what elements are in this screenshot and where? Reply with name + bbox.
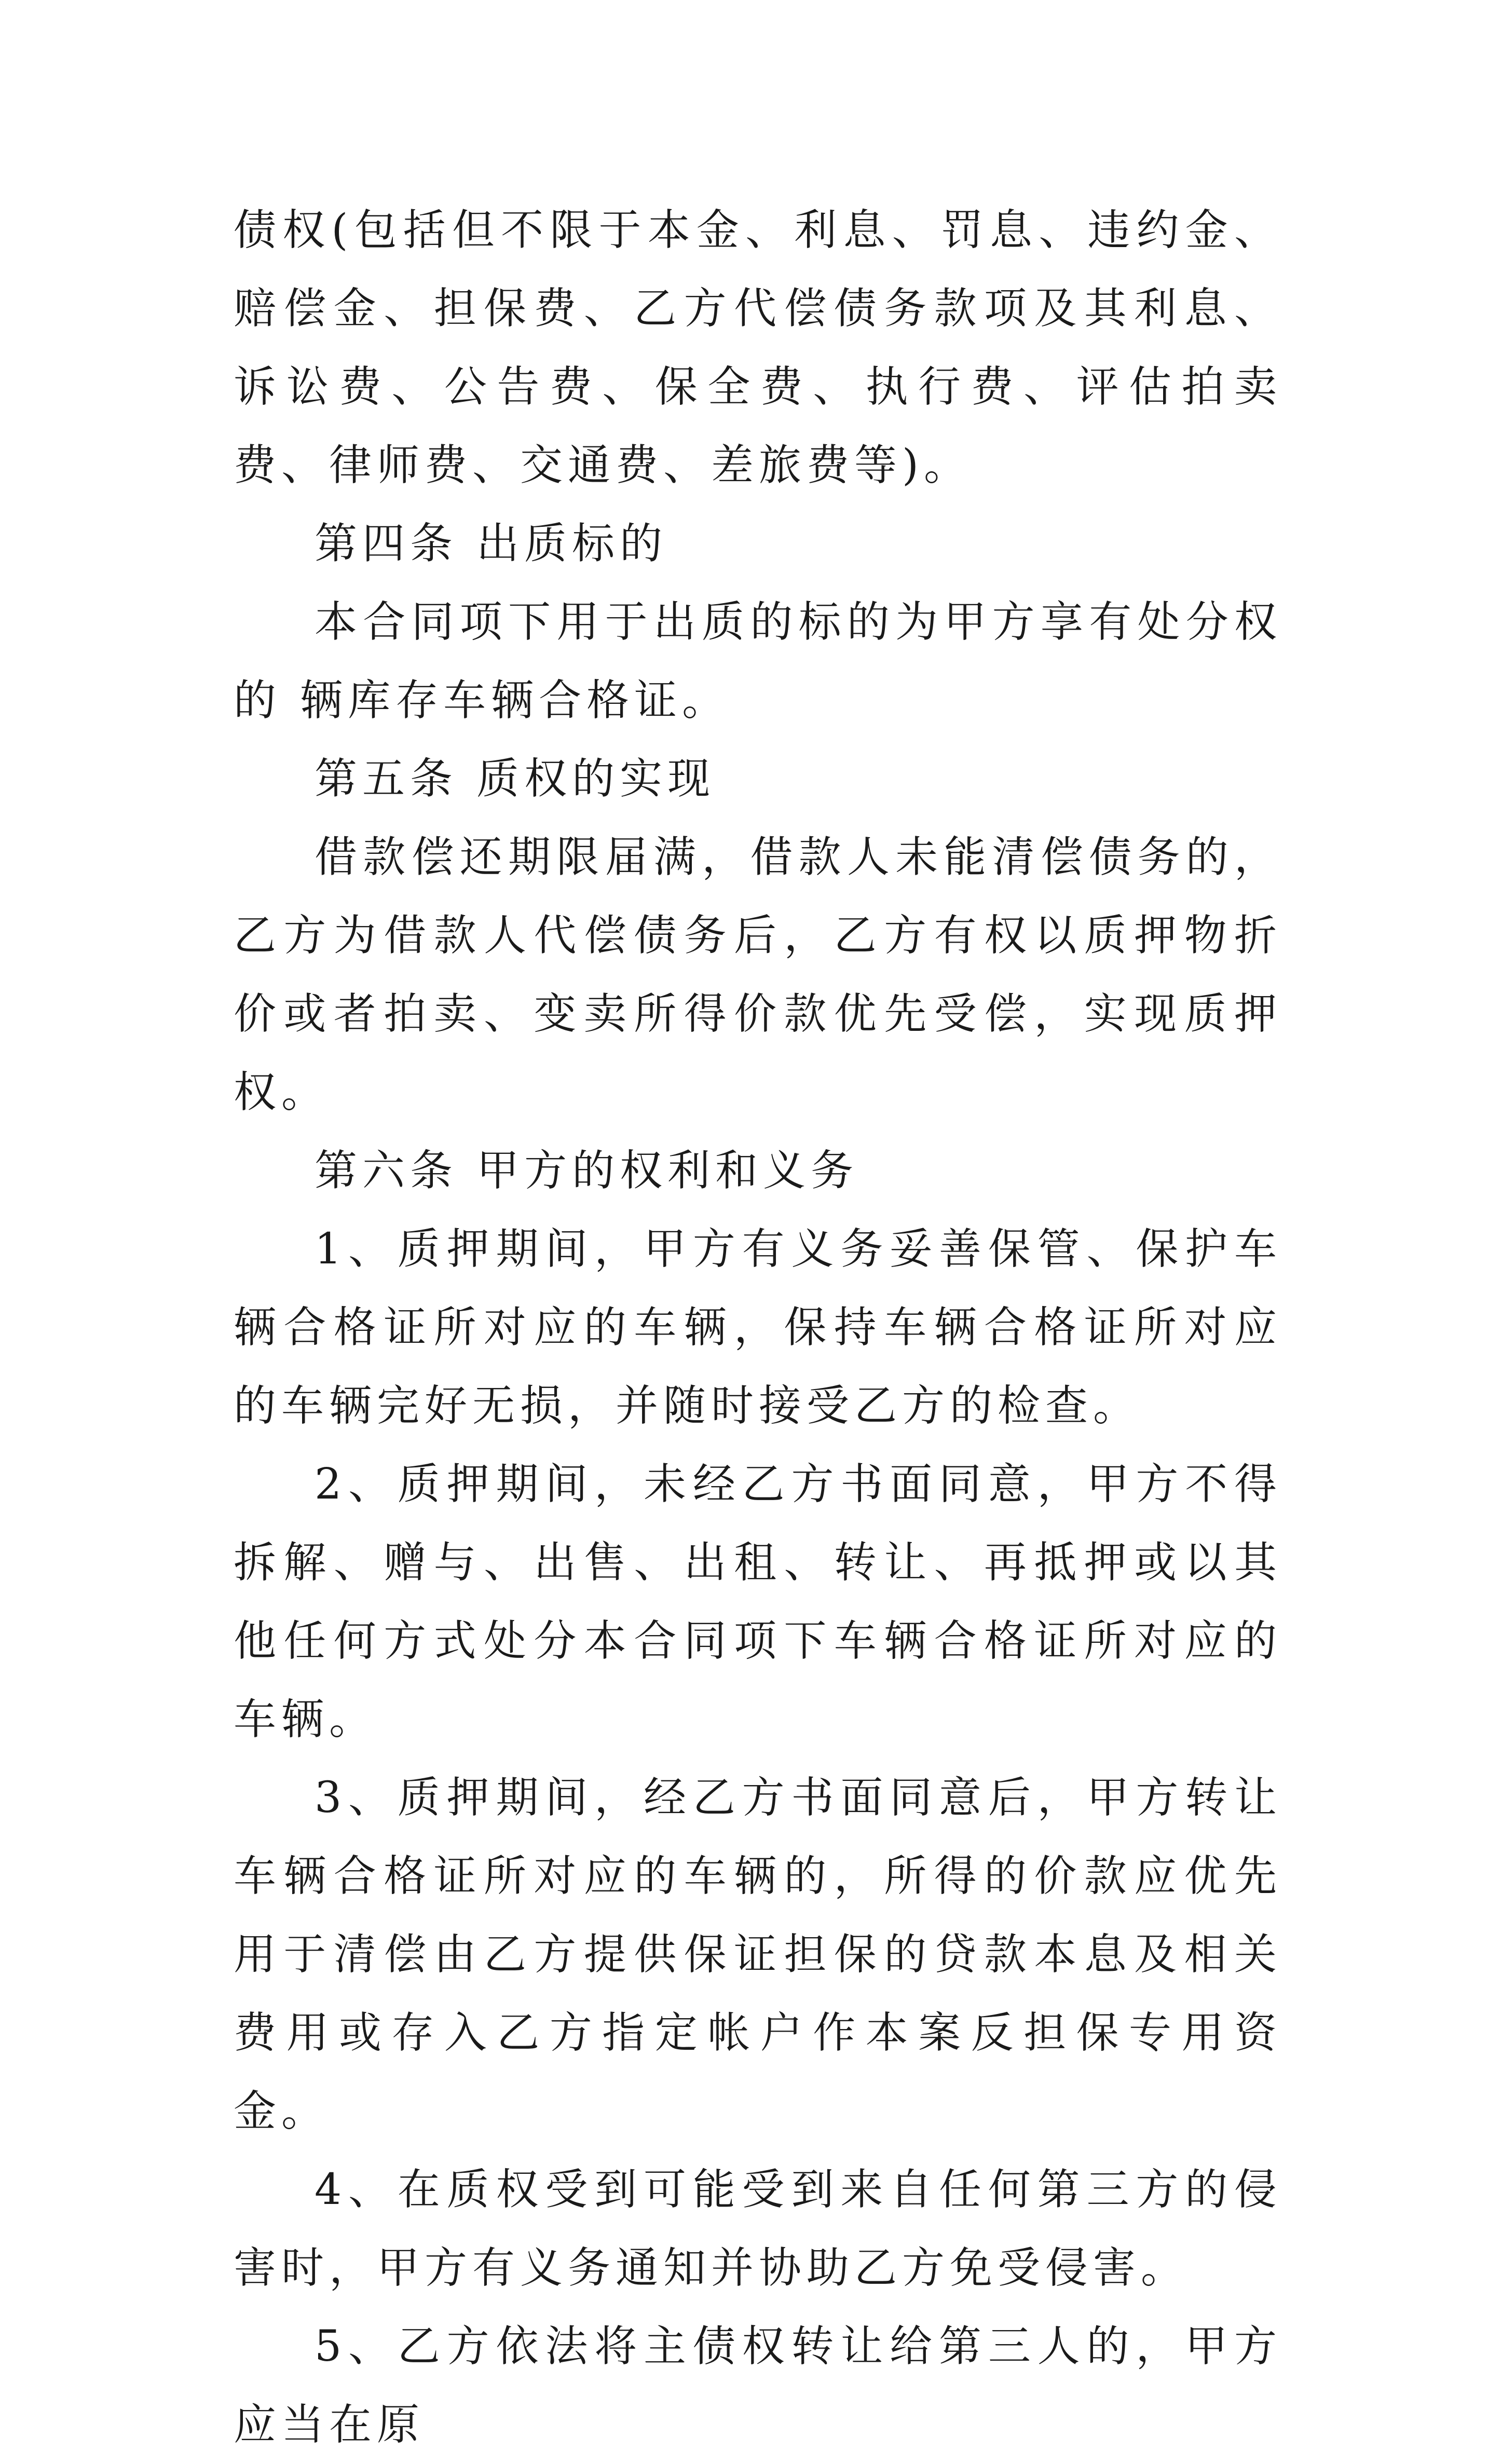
clause-3: 3、质押期间，经乙方书面同意后，甲方转让车辆合格证所对应的车辆的，所得的价款应优先用于清偿由乙方提供保证担保的贷款本息及相关费用或存入乙方指定帐户作本案反担保专用资金。 xyxy=(234,1773,1282,2136)
clause-1: 1、质押期间，甲方有义务妥善保管、保护车辆合格证所对应的车辆，保持车辆合格证所对应的车辆完好无损，并随时接受乙方的检查。 xyxy=(234,1224,1282,1431)
document-body xyxy=(234,191,1282,2464)
article-5-heading: 第五条 质权的实现 xyxy=(315,754,716,804)
clause-4: 4、在质权受到可能受到来自任何第三方的侵害时，甲方有义务通知并协助乙方免受侵害。 xyxy=(234,2165,1282,2293)
paragraph-claims-scope: 债权(包括但不限于本金、利息、罚息、违约金、赔偿金、担保费、乙方代偿债务款项及其利息、诉讼费、公告费、保全费、执行费、评估拍卖费、律师费、交通费、差旅费等)。 xyxy=(234,206,1282,490)
article-4-heading: 第四条 出质标的 xyxy=(315,519,668,568)
clause-5: 5、乙方依法将主债权转让给第三人的，甲方应当在原 xyxy=(234,2322,1282,2449)
clause-2: 2、质押期间，未经乙方书面同意，甲方不得拆解、赠与、出售、出租、转让、再抵押或以其他任何方式处分本合同项下车辆合格证所对应的车辆。 xyxy=(234,1460,1282,1744)
paragraph-pledge-realization: 借款偿还期限届满，借款人未能清偿债务的，乙方为借款人代偿债务后，乙方有权以质押物折价或者拍卖、变卖所得价款优先受偿，实现质押权。 xyxy=(234,833,1282,1117)
article-6-heading: 第六条 甲方的权利和义务 xyxy=(315,1146,859,1195)
paragraph-pledge-object: 本合同项下用于出质的标的为甲方享有处分权的 辆库存车辆合格证。 xyxy=(234,597,1282,725)
